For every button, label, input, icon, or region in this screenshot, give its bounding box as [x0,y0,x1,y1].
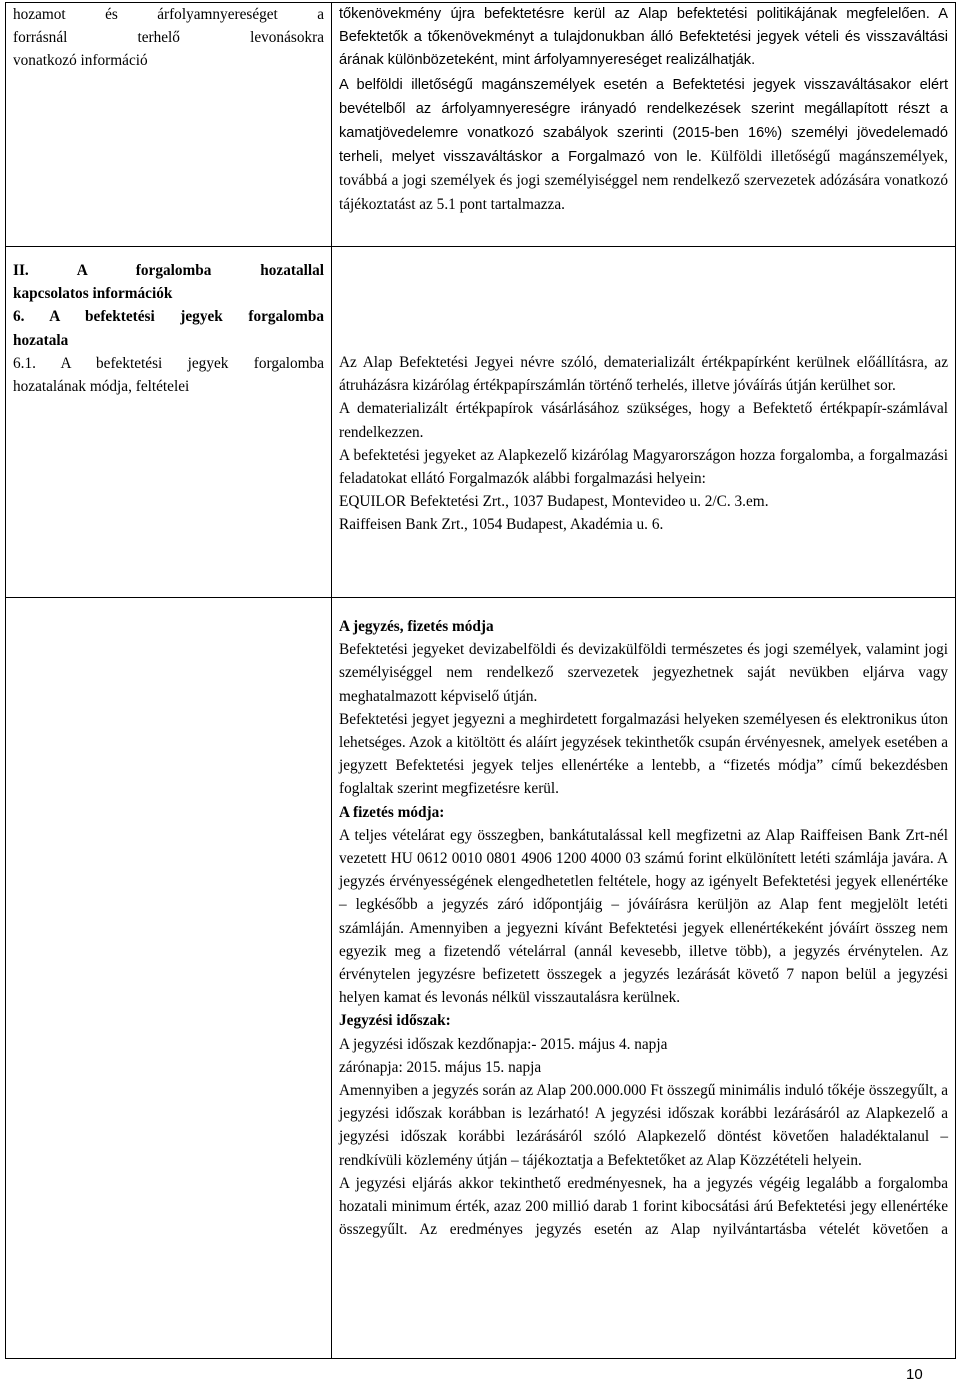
paragraph: Befektetési jegyeket devizabelföldi és devizakülföldi természetes és jogi személyek, valamint jogi személyiséggel nem rendelkező szervezetek jegyezhetnek saját nevükben eljárva vagy meghatalmazott képviselő útján. [339,641,948,705]
page-number: 10 [906,1366,923,1383]
section-heading: II. A forgalomba hozatallal [13,262,324,279]
row-content-cell [332,247,956,598]
row-label-line: hozamot és árfolyamnyereséget a [13,6,324,23]
paragraph: Az Alap Befektetési Jegyei névre szóló, dematerializált értékpapírként kerülnek előállításra, az átruházásra kizárólag értékpapírszámlán történő terhelés, illetve jóváírás útján kerülhet sor. [339,354,948,395]
subsection-heading: 6. A befektetési jegyek forgalomba [13,308,324,326]
subsection-title: 6.1. A befektetési jegyek forgalomba [13,354,324,372]
paragraph [339,73,948,216]
paragraph: A dematerializált értékpapírok vásárlásához szükséges, hogy a Befektető értékpapír-számlával rendelkezzen. [339,400,948,441]
address-line: EQUILOR Befektetési Zrt., 1037 Budapest, Montevideo u. 2/C. 3.em. [339,493,769,511]
row-content-cell [332,3,956,247]
section-heading: kapcsolatos információk [13,285,173,303]
paragraph-part: Külföldi illetőségű magánszemélyek, továbbá a jogi személyek és jogi személyiséggel nem rendelkező szervezetek adózására vonatkozó tájékoztatást az 5.1 pont tartalmazza. [339,148,949,213]
row-label-line: vonatkozó információ [13,52,148,70]
paragraph: A befektetési jegyeket az Alapkezelő kizárólag Magyarországon hozza forgalomba, a forgalmazási feladatokat ellátó Forgalmazók alábbi forgalmazási helyein: [339,446,948,488]
paragraph: Befektetési jegyet jegyezni a meghirdetett forgalmazási helyeken személyesen és elektronikus úton lehetséges. Azok a kitöltött és aláírt jegyzések tekinthetők csupán érvényesnek, amelyek esetében a jegyzett Befektetési jegyek teljes ellenértéke a lentebb, a “fizetés módja” című bekezdésben foglaltak szerint megfizetésre kerül. [339,710,948,798]
block-heading: A jegyzés, fizetés módja [339,618,494,635]
paragraph-part: A belföldi illetőségű magánszemélyek esetén a Befektetési jegyek visszaváltásakor elért bevételből az árfolyamnyereségre irányadó rendelkezések szerint megállapított részt a kamatjövedelemre vonatkozó szabályok szerinti (2015-ben 16%) személyi jövedelemadó terheli, melyet visszaváltáskor a Forgalmazó von le. [339,76,948,166]
subsection-heading: hozatala [13,331,69,349]
info-table [5,2,956,1359]
paragraph: tőkenövekmény újra befektetésre kerül az Alap befektetési politikájának megfelelően. A Befektetők a tőkenövekményt a tulajdonukban álló Befektetési jegyek vételi és visszaváltási árának különbözeteként, mint árfolyamnyereséget realizálhatják. [339,6,948,69]
paragraph: Amennyiben a jegyzés során az Alap 200.000.000 Ft összegű minimális induló tőkéje összegyűlt, a jegyzési időszak korábban is lezárható! A jegyzési időszak korábbi lezárásáról az Alapkezelő a jegyzési időszak korábbi lezárásáról szóló Alapkezelő döntést követően haladéktalanul – rendkívüli közlemény útján – tájékoztatja a Befektetőket az Alap Közzétételi helyein. [339,1082,948,1169]
table-row-tax-info [6,3,956,247]
row-content-cell [332,598,956,1359]
table-row-forgalomba-hozatal [6,247,956,598]
row-label-cell [6,3,332,247]
table-row-jegyzes [6,598,956,1359]
subscription-end: zárónapja: 2015. május 15. napja [339,1058,542,1076]
row-label-cell [6,598,332,1359]
block-heading: A fizetés módja: [339,803,445,821]
row-label-line: forrásnál terhelő levonásokra [13,29,324,47]
address-line: Raiffeisen Bank Zrt., 1054 Budapest, Akadémia u. 6. [339,516,664,534]
row-label-cell [6,247,332,598]
block-heading: Jegyzési időszak: [339,1012,451,1030]
paragraph: A jegyzési eljárás akkor tekinthető eredményesnek, ha a jegyzés végéig legalább a forgalomba hozatali minimum érték, azaz 200 millió darab 1 forint kibocsátási árú Befektetési jegy ellenértéke összegyűlt. Az eredményes jegyzés esetén az Alap nyilvántartásba vételét követően a [339,1174,948,1239]
paragraph: A teljes vételárat egy összegben, bankátutalással kell megfizetni az Alap Raiffeisen Bank Zrt-nél vezetett HU 0612 0010 0801 4906 1200 4000 03 számú forint elkülönített letéti számlája javára. A jegyzés érvényességének elengedhetetlen feltétele, hogy az igényelt Befektetési jegyek ellenértéke – legkésőbb a jegyzés záró időpontjáig – jóváírásra kerüljön az Alap fent megjelölt letéti számláján. Amennyiben a jegyezni kívánt Befektetési jegyek ellenértékeként jóváírt összeg nem egyezik meg a fizetendő vételárral (annál kevesebb, illetve több), a jegyzés érvénytelen. Az érvénytelen jegyzésre befizetett összegek a jegyzés lezárását követő 7 napon belül a jegyzési helyen kamat és levonás nélkül visszautalásra kerülnek. [339,826,948,1007]
subsection-title: hozatalának módja, feltételei [13,378,190,396]
subscription-start: A jegyzési időszak kezdőnapja:- 2015. május 4. napja [339,1035,668,1053]
